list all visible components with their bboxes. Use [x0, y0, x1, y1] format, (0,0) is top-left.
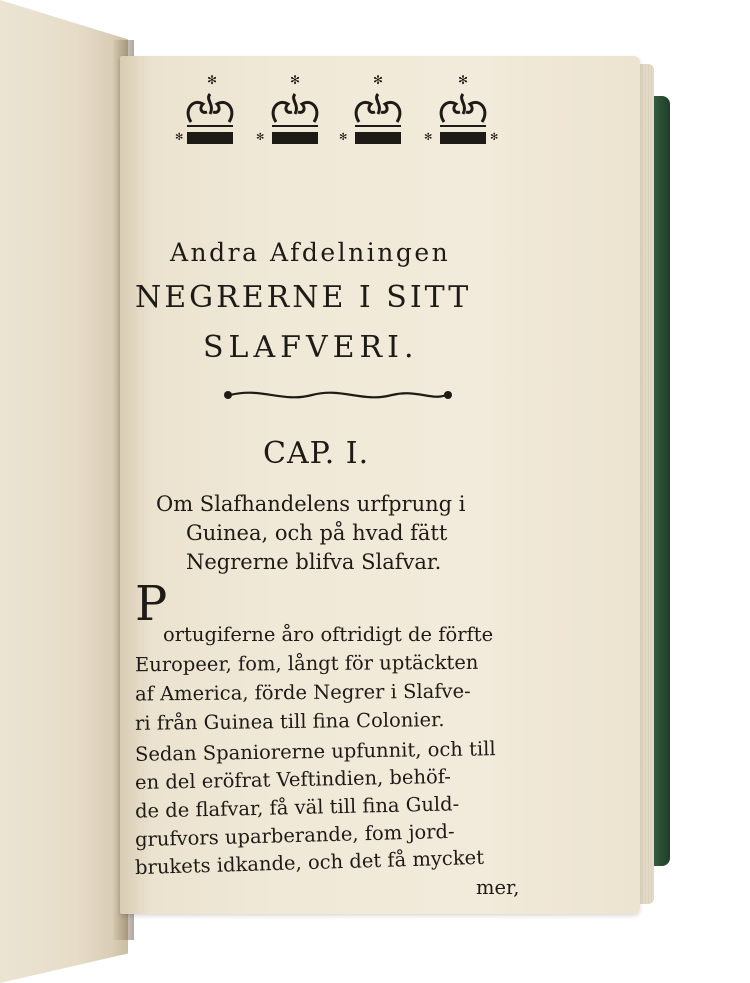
body-text-line: ortugiferne åro oftridigt de förfte — [163, 623, 494, 646]
main-title-line-2: SLAFVERI. — [203, 330, 419, 365]
chapter-subtitle-line: Guinea, och på hvad fätt — [186, 521, 448, 545]
crown-ornament-icon — [424, 70, 499, 155]
wavy-rule-icon — [222, 385, 454, 405]
body-text-line: de de flafvar, få väl till fina Guld- — [134, 792, 460, 823]
body-text-line: Sedan Spaniorerne upfunnit, och till — [134, 737, 496, 766]
body-text-line: ri från Guinea till fina Colonier. — [134, 708, 445, 735]
body-text-line: brukets idkande, och det få mycket — [134, 845, 485, 880]
svg-text:✻: ✻ — [373, 73, 384, 87]
drop-cap: P — [135, 576, 168, 632]
main-title-line-1: NEGRERNE I SITT — [135, 280, 472, 315]
crown-ornament-icon — [160, 70, 510, 160]
svg-text:✻: ✻ — [490, 132, 499, 143]
svg-text:✻: ✻ — [175, 132, 184, 143]
svg-text:✻: ✻ — [424, 132, 433, 143]
svg-text:✻: ✻ — [256, 132, 265, 143]
chapter-subtitle-line: Om Slafhandelens urfprung i — [156, 492, 466, 516]
svg-text:✻: ✻ — [339, 132, 348, 143]
catchword: mer, — [476, 876, 520, 899]
svg-text:✻: ✻ — [207, 73, 218, 87]
crown-ornament-icon — [256, 70, 330, 155]
left-page — [0, 0, 128, 983]
chapter-subtitle-line: Negrerne blifva Slafvar. — [186, 550, 442, 574]
body-text-line: Europeer, fom, långt för uptäckten — [134, 650, 479, 677]
body-text-line: grufvors uparberande, fom jord- — [134, 819, 455, 852]
svg-text:✻: ✻ — [458, 73, 469, 87]
body-text-line: en del eröfrat Veftindien, behöf- — [134, 764, 452, 795]
crown-ornament-icon — [339, 70, 413, 155]
body-text-line: af America, förde Negrer i Slafve- — [134, 679, 471, 706]
part-title: Andra Afdelningen — [170, 238, 451, 267]
svg-text:✻: ✻ — [290, 73, 301, 87]
chapter-heading: CAP. I. — [263, 436, 370, 471]
crown-ornament-icon — [175, 70, 245, 155]
